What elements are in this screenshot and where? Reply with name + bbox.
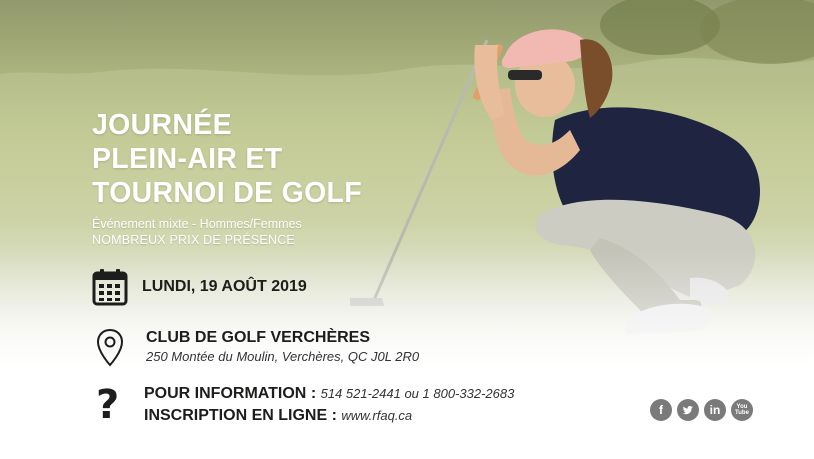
event-date-row <box>92 268 307 306</box>
info-phone[interactable]: 514 521-2441 ou 1 800-332-2683 <box>320 386 515 401</box>
event-title-line: PLEIN-AIR ET <box>92 143 283 175</box>
venue-address: 250 Montée du Moulin, Verchères, QC J0L 2R0 <box>146 349 420 364</box>
event-location-row <box>96 328 419 368</box>
map-pin-icon <box>96 328 124 368</box>
signup-link[interactable]: www.rfaq.ca <box>341 408 413 423</box>
event-subtitle <box>92 216 302 248</box>
event-date: LUNDI, 19 AOÛT 2019 <box>142 278 307 295</box>
info-separator: : <box>310 385 317 402</box>
venue-name: CLUB DE GOLF VERCHÈRES <box>146 329 371 346</box>
signup-separator: : <box>331 407 337 424</box>
signup-line <box>144 405 514 427</box>
youtube-icon[interactable] <box>731 399 753 421</box>
info-row <box>96 383 514 427</box>
youtube-label: You Tube <box>735 404 749 416</box>
event-title-line: JOURNÉE <box>92 109 232 141</box>
calendar-icon <box>92 268 128 306</box>
location-text <box>146 328 419 366</box>
twitter-icon[interactable] <box>677 399 699 421</box>
social-links <box>650 399 753 421</box>
facebook-icon[interactable]: f <box>650 399 672 421</box>
event-title <box>92 108 422 210</box>
event-title-line: TOURNOI DE GOLF <box>92 177 362 209</box>
info-label: POUR INFORMATION <box>144 385 307 402</box>
question-mark-icon: ? <box>96 382 120 428</box>
info-line <box>144 383 514 405</box>
linkedin-icon[interactable]: in <box>704 399 726 421</box>
event-subtitle-line2: NOMBREUX PRIX DE PRÉSENCE <box>92 233 295 247</box>
info-lines <box>144 383 514 427</box>
signup-label: INSCRIPTION EN LIGNE <box>144 407 328 424</box>
event-subtitle-line1: Événement mixte - Hommes/Femmes <box>92 217 302 231</box>
